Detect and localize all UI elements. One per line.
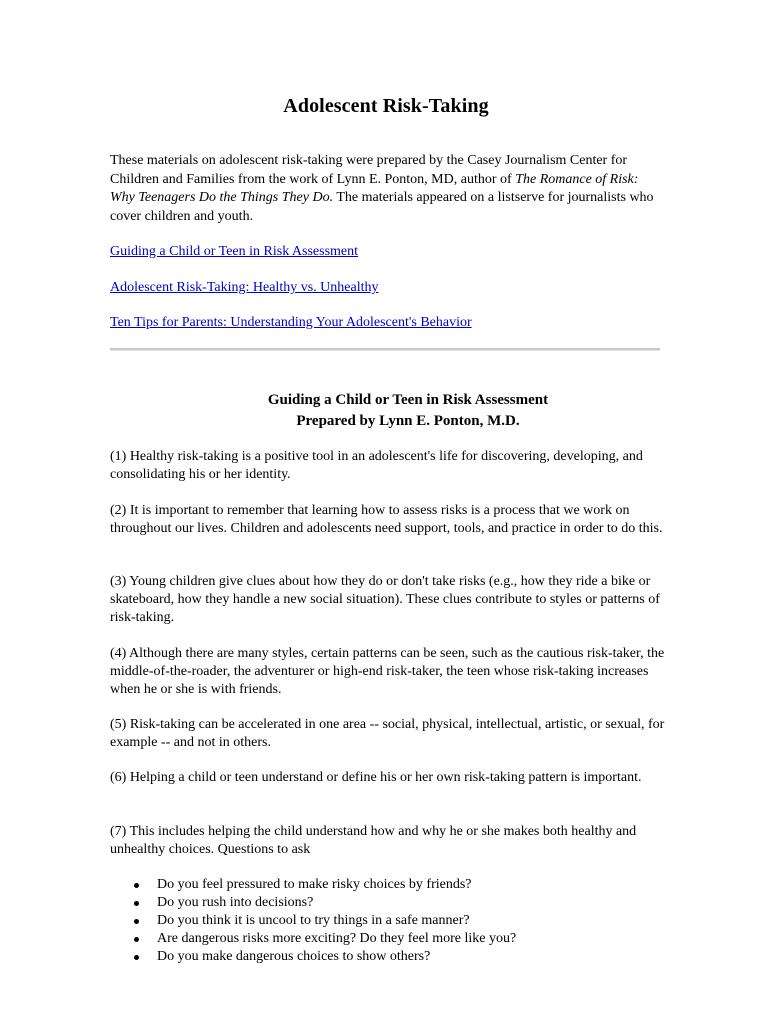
paragraph-6: (6) Helping a child or teen understand or define his or her own risk-taking pattern is important. (110, 770, 642, 785)
paragraph-7: (7) This includes helping the child understand how and why he or she makes both healthy and unhealthy choices. Questions to ask (110, 824, 637, 857)
toc-link-ten-tips[interactable]: Ten Tips for Parents: Understanding Your Adolescent's Behavior (110, 315, 472, 330)
bullet-icon (134, 919, 139, 924)
list-item-text: Do you feel pressured to make risky choices by friends? (157, 877, 472, 892)
paragraph-5: (5) Risk-taking can be accelerated in one area -- social, physical, intellectual, artistic, or sexual, for example -- and not in others. (110, 717, 665, 750)
paragraph-1: (1) Healthy risk-taking is a positive tool in an adolescent's life for discovering, developing, and consolidating his or her identity. (110, 449, 643, 482)
intro-text: These materials on adolescent risk-taking were prepared by the Casey Journalism Center for Children and Families from the work of Lynn E. Ponton, MD, author of (110, 153, 628, 187)
list-item (110, 948, 662, 966)
list-item (110, 930, 662, 948)
list-item (110, 876, 662, 894)
intro-text-end: The materials appeared on a listserve for journalists who cover children and youth. (110, 190, 654, 224)
list-item (110, 894, 662, 912)
questions-list (110, 876, 662, 966)
paragraph-2: (2) It is important to remember that learning how to assess risks is a process that we work on throughout our lives. Children and adolescents need support, tools, and practice in order to do this. (110, 503, 663, 536)
list-item-text: Do you think it is uncool to try things in a safe manner? (157, 913, 470, 928)
paragraph-3: (3) Young children give clues about how they do or don't take risks (e.g., how they ride a bike or skateboard, how they handle a new social situation). These clues contribute to styles or patterns of risk-taking. (110, 574, 660, 625)
book-title: The Romance of Risk: Why Teenagers Do the Things They Do. (110, 171, 639, 205)
list-item-text: Do you rush into decisions? (157, 895, 314, 910)
bullet-icon (134, 937, 139, 942)
section-heading (110, 390, 706, 432)
bullet-icon (134, 883, 139, 888)
toc-link-risk-assessment[interactable]: Guiding a Child or Teen in Risk Assessment (110, 244, 359, 259)
toc-link-healthy-vs-unhealthy[interactable]: Adolescent Risk-Taking: Healthy vs. Unhealthy (110, 280, 379, 295)
list-item-text: Are dangerous risks more exciting? Do they feel more like you? (157, 931, 517, 946)
section-byline: Prepared by Lynn E. Ponton, M.D. (296, 413, 520, 429)
paragraph-4: (4) Although there are many styles, certain patterns can be seen, such as the cautious risk-taker, the middle-of-the-roader, the adventurer or high-end risk-taker, the teen whose risk-taking increases when he or she is with friends. (110, 646, 665, 697)
list-item (110, 912, 662, 930)
list-item-text: Do you make dangerous choices to show others? (157, 949, 431, 964)
bullet-icon (134, 955, 139, 960)
horizontal-rule (110, 348, 660, 351)
bullet-icon (134, 901, 139, 906)
intro-paragraph (110, 152, 662, 226)
section-title: Guiding a Child or Teen in Risk Assessment (267, 392, 549, 408)
document-title: Adolescent Risk-Taking (283, 95, 489, 117)
